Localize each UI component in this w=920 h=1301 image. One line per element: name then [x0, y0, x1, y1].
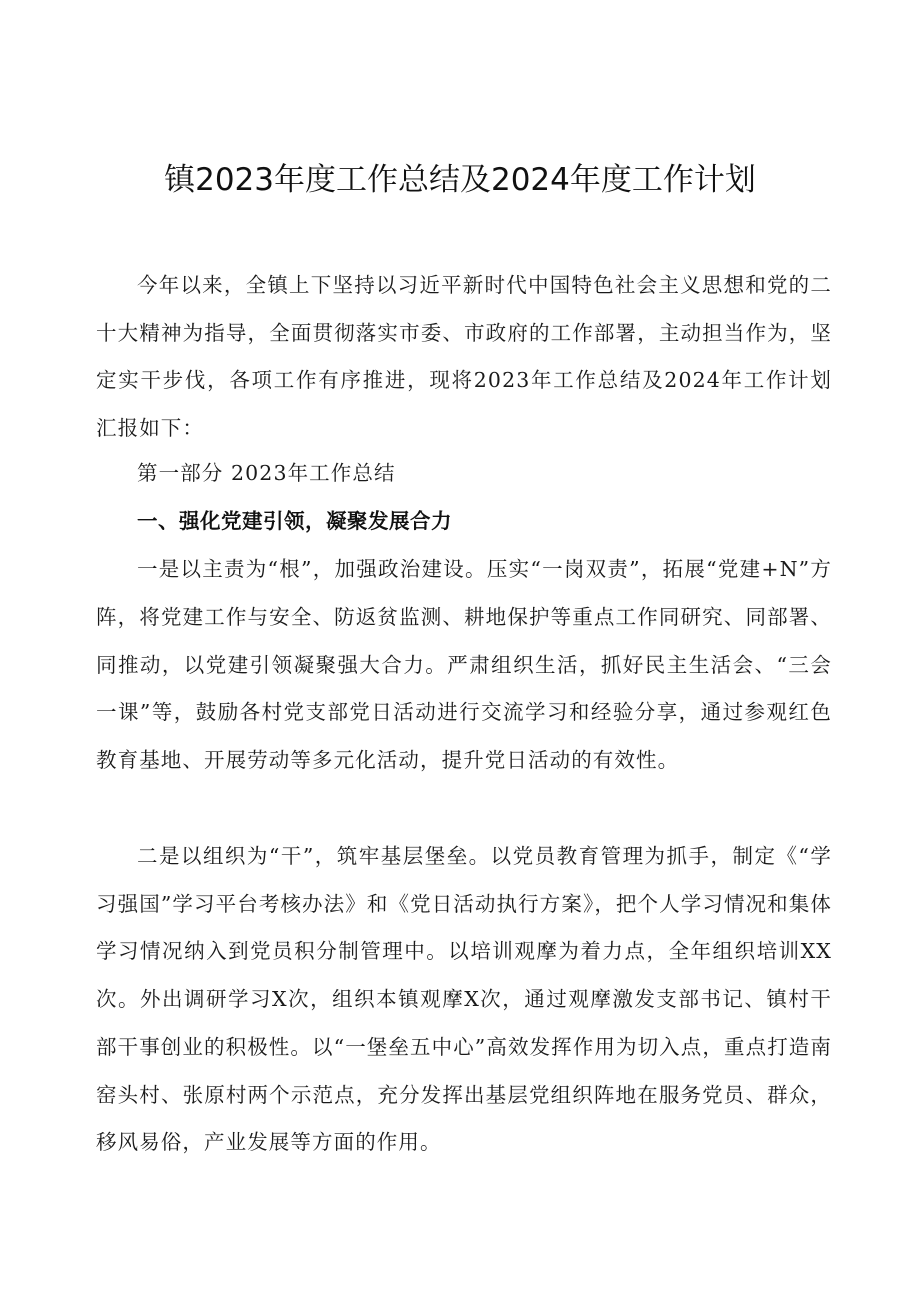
intro-paragraph: 今年以来，全镇上下坚持以习近平新时代中国特色社会主义思想和党的二十大精神为指导，全面贯彻落实市委、市政府的工作部署，主动担当作为，坚定实干步伐，各项工作有序推进，现将2023年工作总结及2024年工作计划汇报如下： — [96, 273, 832, 440]
part-one-label: 第一部分 2023年工作总结 — [137, 461, 396, 485]
body-paragraph-item-one: 一是以主责为“根”，加强政治建设。压实“一岗双责”，拓展“党建+N”方阵，将党建工作与安全、防返贫监测、耕地保护等重点工作同研究、同部署、同推动，以党建引领凝聚强大合力。严肃组织生活，抓好民主生活会、“三会一课”等，鼓励各村党支部党日活动进行交流学习和经验分享，通过参观红色教育基地、开展劳动等多元化活动，提升党日活动的有效性。 — [96, 557, 832, 773]
body-paragraph-item-two: 二是以组织为“干”，筑牢基层堡垒。以党员教育管理为抓手，制定《“学习强国”学习平台考核办法》和《党日活动执行方案》，把个人学习情况和集体学习情况纳入到党员积分制管理中。以培训观摩为着力点，全年组织培训XX次。外出调研学习X次，组织本镇观摩X次，通过观摩激发支部书记、镇村干部干事创业的积极性。以“一堡垒五中心”高效发挥作用为切入点，重点打造南窑头村、张原村两个示范点，充分发挥出基层党组织阵地在服务党员、群众，移风易俗，产业发展等方面的作用。 — [96, 844, 832, 1155]
section-heading: 一、强化党建引领，凝聚发展合力 — [137, 509, 452, 533]
document-title: 镇2023年度工作总结及2024年度工作计划 — [164, 162, 756, 198]
